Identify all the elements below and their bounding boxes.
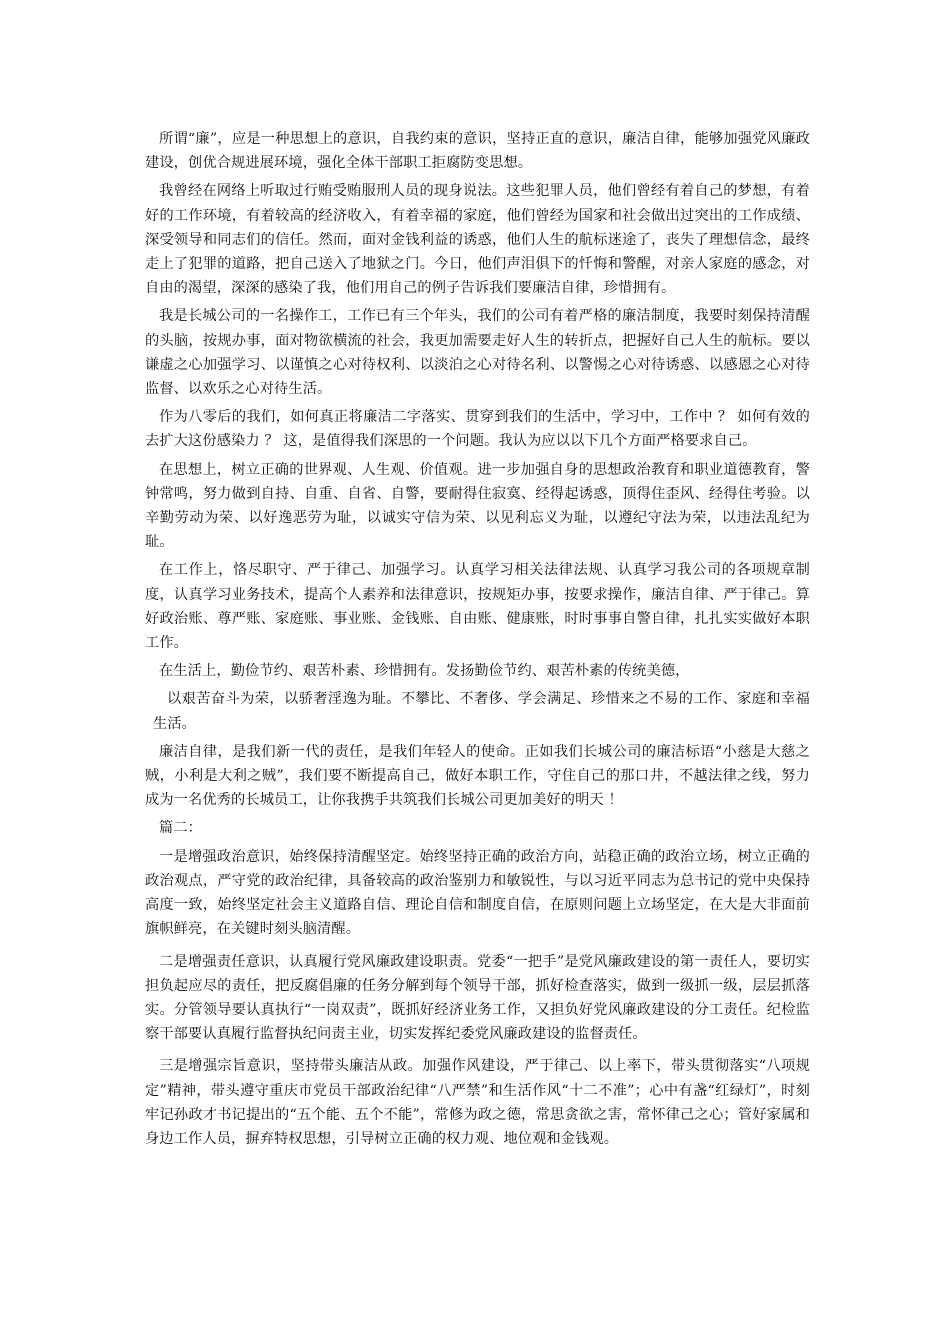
paragraph-definition: 所谓“廉”，应是一种思想上的意识，自我约束的意识，坚持正直的意识，廉洁自律，能够加强党风廉政建设，创优合规进展环境，强化全体干部职工拒腐防变思想。 — [145, 131, 810, 172]
document-body — [145, 127, 810, 1155]
paragraph-conclusion: 廉洁自律，是我们新一代的责任，是我们年轻人的使命。正如我们长城公司的廉洁标语“小慈是大慈之贼，小利是大利之贼”，我们要不断提高自己，做好本职工作，守住自己的那口井，不越法律之线，努力成为一名优秀的长城员工，让你我携手共筑我们长城公司更加美好的明天 ！ — [145, 743, 810, 809]
paragraph-responsibility-awareness: 二是增强责任意识，认真履行党风廉政建设职责。党委“一把手”是党风廉政建设的第一责任人，要切实担负起应尽的责任，把反腐倡廉的任务分解到每个领导干部，抓好检查落实，做到一级抓一级，层层抓落实。分管领导要认真执行“一岗双责”，既抓好经济业务工作，又担负好党风廉政建设的分工责任。纪检监察干部要认真履行监督执纪问责主业，切实发挥纪委党风廉政建设的监督责任。 — [145, 953, 810, 1043]
paragraph-life-continued: 以艰苦奋斗为荣，以骄奢淫逸为耻。不攀比、不奢侈、学会满足、珍惜来之不易的工作、家庭和幸福生活。 — [153, 691, 810, 732]
paragraph-operator: 我是长城公司的一名操作工，工作已有三个年头，我们的公司有着严格的廉洁制度，我要时刻保持清醒的头脑，按规办事，面对物欲横流的社会，我更加需要走好人生的转折点，把握好自己人生的航标。要以谦虚之心加强学习、以谨慎之心对待权利、以淡泊之心对待名利、以警惕之心对待诱惑、以感恩之心对待监督、以欢乐之心对待生活。 — [145, 308, 810, 398]
paragraph-testimony: 我曾经在网络上听取过行贿受贿服刑人员的现身说法。这些犯罪人员，他们曾经有着自己的梦想，有着好的工作环境，有着较高的经济收入，有着幸福的家庭，他们曾经为国家和社会做出过突出的工作成绩、深受领导和同志们的信任。然而，面对金钱利益的诱惑，他们人生的航标迷途了，丧失了理想信念，最终走上了犯罪的道路，把自己送入了地狱之门。今日，他们声泪俱下的忏悔和警醒，对亲人家庭的感念，对自由的渴望，深深的感染了我，他们用自己的例子告诉我们要廉洁自律，珍惜拥有。 — [145, 183, 810, 297]
paragraph-purpose-awareness: 三是增强宗旨意识，坚持带头廉洁从政。加强作风建设，严于律己、以上率下，带头贯彻落实“八项规定”精神，带头遵守重庆市党员干部政治纪律“八严禁”和生活作风“十二不准”；心中有盏“红绿灯”，时刻牢记孙政才书记提出的“五个能、五个不能”，常修为政之德，常思贪欲之害，常怀律己之心；管好家属和身边工作人员，摒弃特权思想，引导树立正确的权力观、地位观和金钱观。 — [145, 1058, 810, 1147]
paragraph-work: 在工作上，恪尽职守、严于律己、加强学习。认真学习相关法律法规、认真学习我公司的各项规章制度，认真学习业务技术，提高个人素养和法律意识，按规矩办事，按要求操作，廉洁自律、严于律己。算好政治账、尊严账、家庭账、事业账、金钱账、自由账、健康账，时时事事自警自律，扎扎实实做好本职工作。 — [145, 562, 810, 652]
paragraph-post80s: 作为八零后的我们，如何真正将廉洁二字落实、贯穿到我们的生活中，学习中，工作中 ？ 如何有效的去扩大这份感染力 ？ 这，是值得我们深思的一个问题。我认为应以以下几个方面严格要求自己。 — [145, 409, 810, 450]
paragraph-life: 在生活上，勤俭节约、艰苦朴素、珍惜拥有。发扬勤俭节约、艰苦朴素的传统美德， — [159, 663, 690, 680]
section-heading-part-two: 篇二： — [159, 820, 203, 837]
paragraph-political-awareness: 一是增强政治意识，始终保持清醒坚定。始终坚持正确的政治方向，站稳正确的政治立场，树立正确的政治观点，严守党的政治纪律，具备较高的政治鉴别力和敏锐性，与以习近平同志为总书记的党中央保持高度一致，始终坚定社会主义道路自信、理论自信和制度自信，在原则问题上立场坚定，在大是大非面前旗帜鲜亮，在关键时刻头脑清醒。 — [145, 848, 810, 938]
paragraph-thought: 在思想上，树立正确的世界观、人生观、价值观。进一步加强自身的思想政治教育和职业道德教育，警钟常鸣，努力做到自持、自重、自省、自警，要耐得住寂寞、经得起诱惑，顶得住歪风、经得住考验。以辛勤劳动为荣、以好逸恶劳为耻，以诚实守信为荣、以见利忘义为耻，以遵纪守法为荣，以违法乱纪为耻。 — [145, 461, 810, 551]
